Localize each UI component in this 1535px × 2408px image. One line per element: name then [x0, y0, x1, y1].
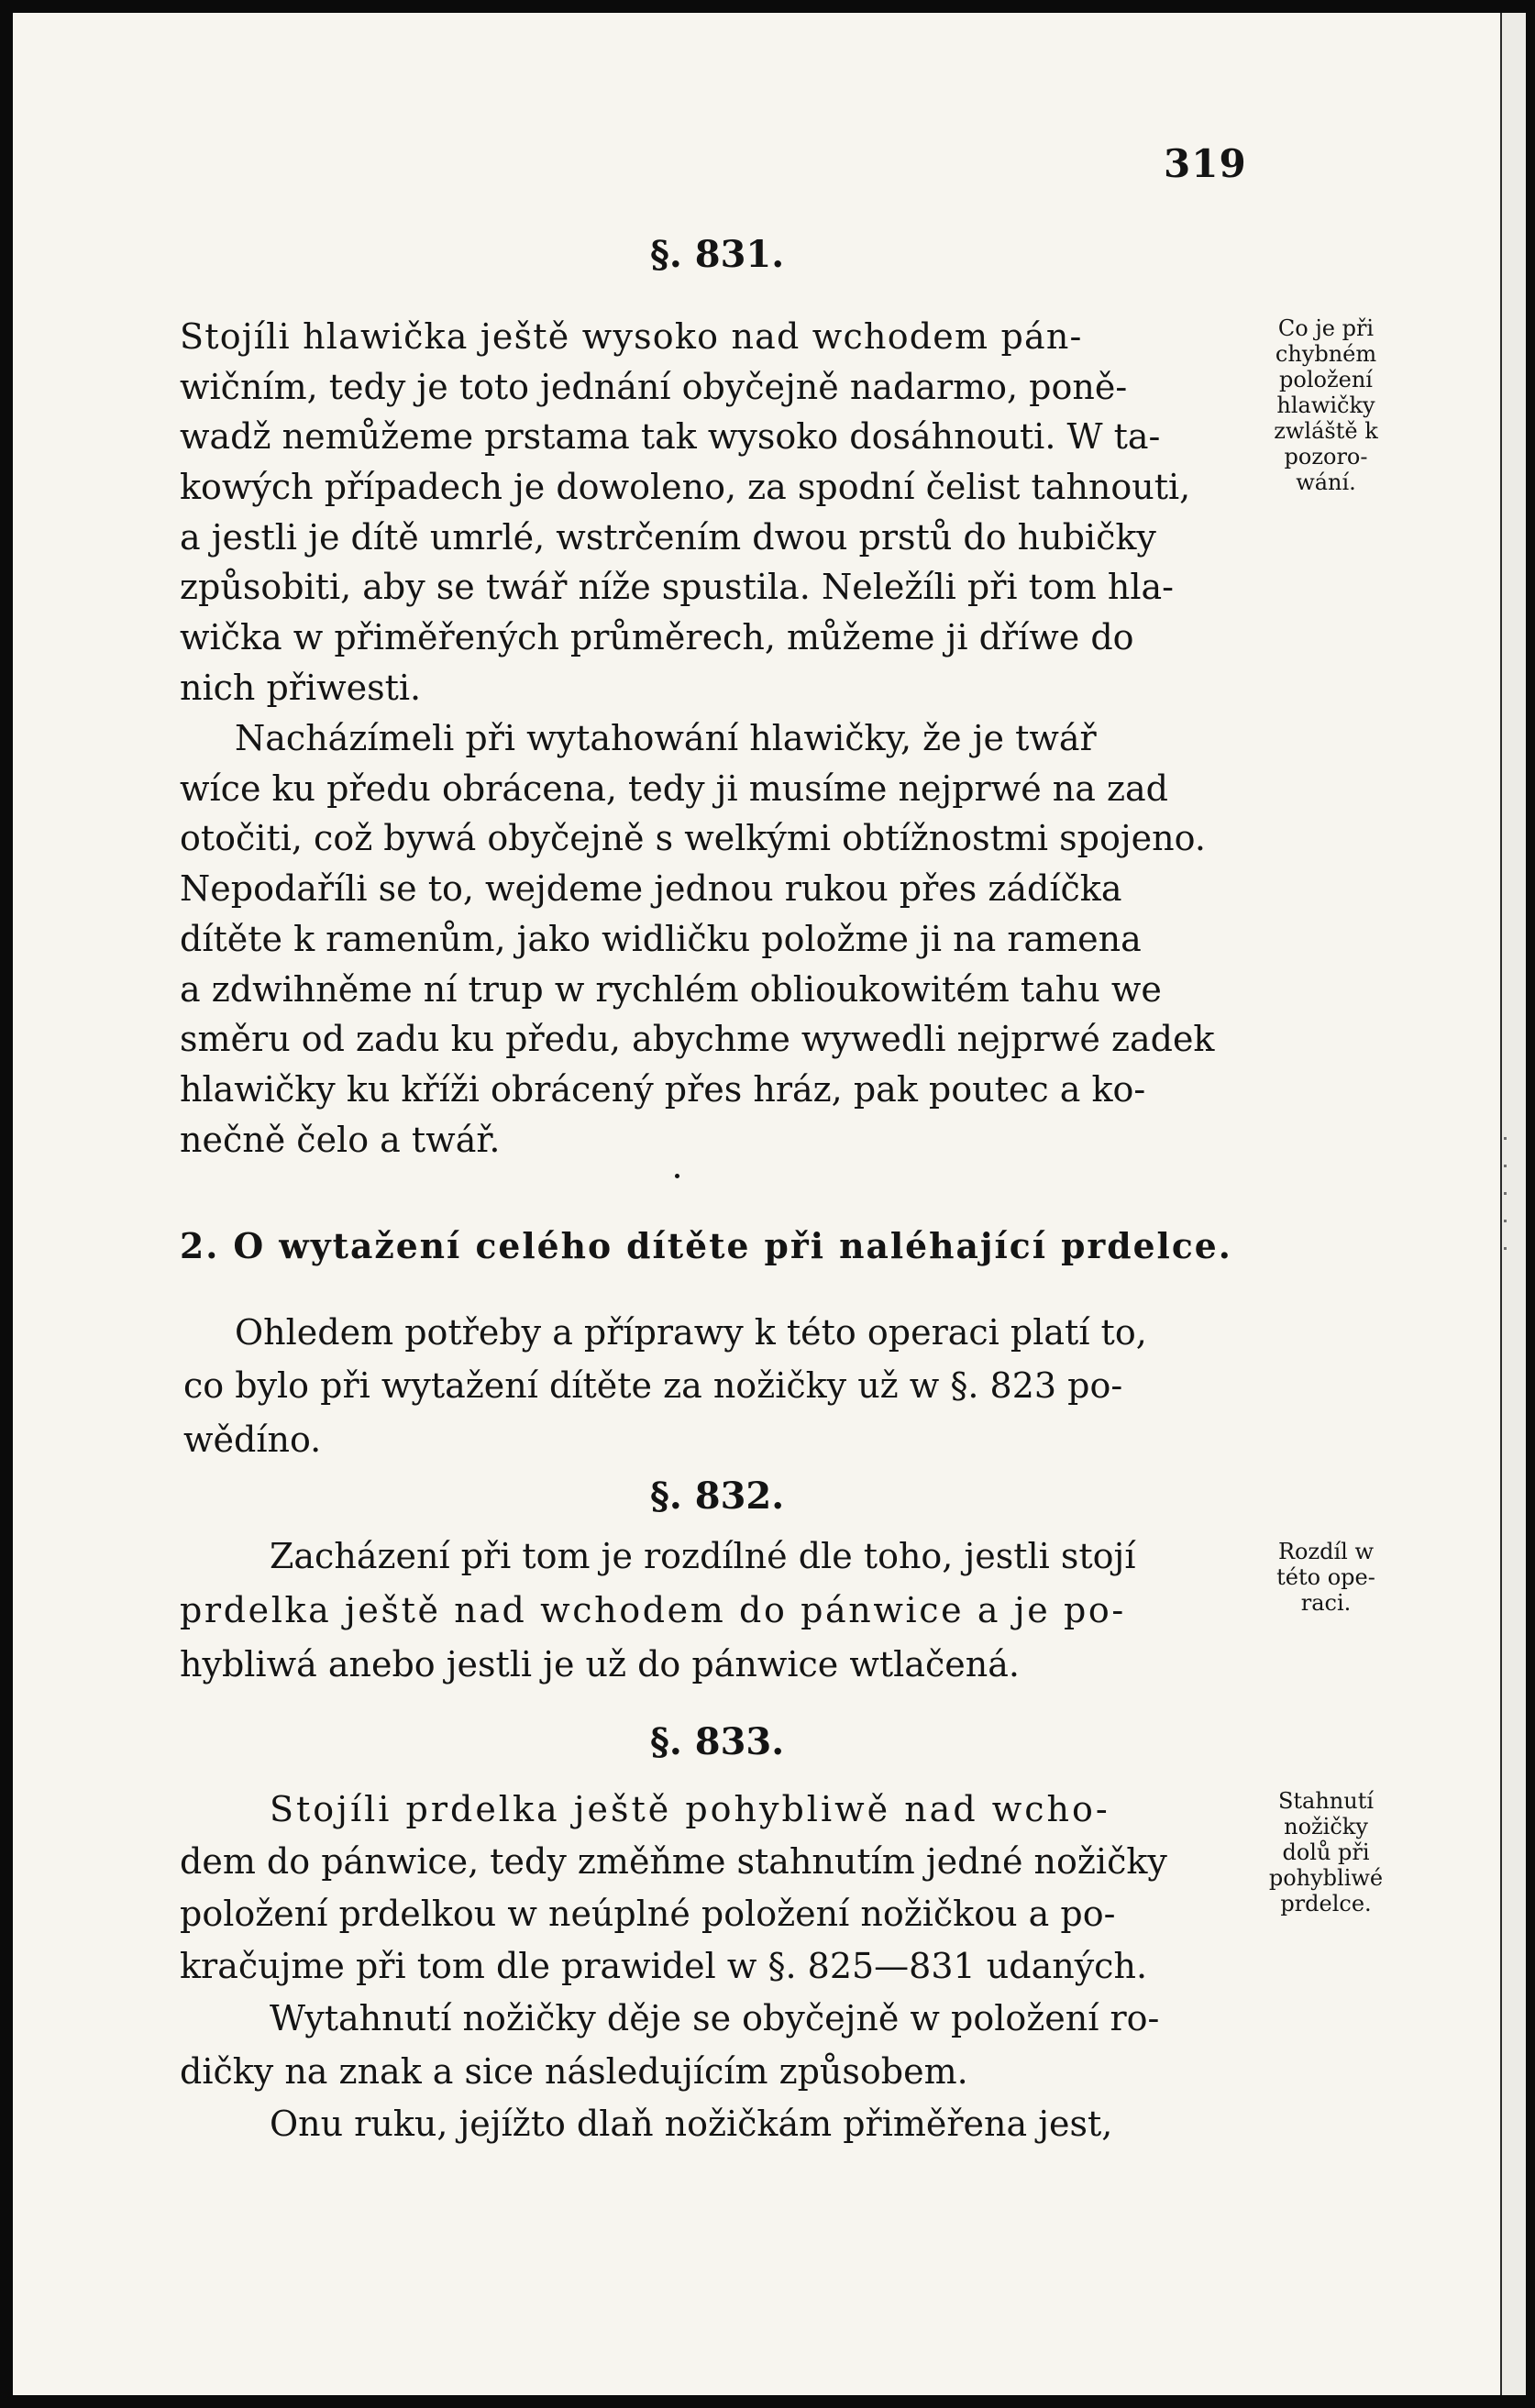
text-line: wičním, tedy je toto jednání obyčejně nadarmo, poně- — [180, 367, 1128, 407]
text-line: Nacházímeli při wytahowání hlawičky, že je twář — [235, 718, 1097, 758]
section-heading-831: §. 831. — [650, 233, 785, 276]
page-edge — [1500, 13, 1526, 2395]
text-line: wědíno. — [183, 1419, 322, 1460]
section-heading-2: 2. O wytažení celého dítěte při naléhající prdelce. — [180, 1225, 1232, 1266]
note-line: Rozdíl w — [1277, 1539, 1375, 1564]
text-line: kračujme při tom dle prawidel w §. 825—831 udaných. — [180, 1946, 1148, 1986]
text-line: Stojíli prdelka ještě pohybliwě nad wcho- — [270, 1789, 1110, 1829]
text-line: hybliwá anebo jestli je už do pánwice wtlačená. — [180, 1644, 1020, 1684]
note-line: nožičky — [1284, 1814, 1368, 1839]
text-line: wadž nemůžeme prstama tak wysoko dosáhnouti. W ta- — [180, 416, 1161, 457]
edge-dot — [1504, 1247, 1507, 1250]
text-line: hlawičky ku kříži obrácený přes hráz, pak poutec a ko- — [180, 1069, 1146, 1110]
text-line: Zacházení při tom je rozdílné dle toho, jestli stojí — [270, 1536, 1136, 1576]
edge-dot — [1504, 1137, 1507, 1140]
text-line: a zdwihněme ní trup w rychlém oblioukowitém tahu we — [180, 969, 1162, 1010]
text-line: wíce ku předu obrácena, tedy ji musíme nejprwé na zad — [180, 768, 1168, 809]
text-line: Nepodaříli se to, wejdeme jednou rukou přes zádíčka — [180, 868, 1122, 909]
text-line: Onu ruku, jejížto dlaň nožičkám přiměřena jest, — [270, 2104, 1113, 2144]
text-line: dičky na znak a sice následujícím způsobem. — [180, 2051, 968, 2092]
text-line: nečně čelo a twář. — [180, 1120, 501, 1160]
note-line: raci. — [1300, 1590, 1352, 1616]
text-line: dítěte k ramenům, jako widličku položme ji na ramena — [180, 919, 1142, 959]
edge-dot — [1504, 1220, 1507, 1222]
text-line: a jestli je dítě umrlé, wstrčením dwou prstů do hubičky — [180, 517, 1156, 558]
note-line: položení — [1279, 367, 1373, 392]
note-line: Stahnutí — [1277, 1788, 1375, 1814]
note-line: wání. — [1296, 469, 1356, 495]
book-page — [13, 13, 1500, 2395]
margin-note-stahnuti — [1253, 1788, 1399, 1916]
note-line: hlawičky — [1276, 392, 1375, 418]
text-line: co bylo při wytažení dítěte za nožičky už w §. 823 po- — [183, 1365, 1123, 1406]
text-line: Ohledem potřeby a příprawy k této operaci platí to, — [235, 1312, 1147, 1353]
text-line: dem do pánwice, tedy změňme stahnutím jedné nožičky — [180, 1841, 1167, 1882]
page-number: 319 — [1164, 141, 1247, 186]
text-line: prdelka ještě nad wchodem do pánwice a je po- — [180, 1590, 1126, 1630]
text-line: wička w přiměřených průměrech, můžeme ji dříwe do — [180, 617, 1134, 657]
text-line: způsobiti, aby se twář níže spustila. Neležíli při tom hla- — [180, 567, 1175, 607]
note-line: prdelce. — [1280, 1891, 1372, 1916]
note-line: pozoro- — [1284, 444, 1368, 469]
note-line: pohybliwé — [1268, 1865, 1384, 1891]
note-line: zwláště k — [1274, 418, 1378, 444]
section-heading-832: §. 832. — [650, 1475, 785, 1518]
note-line: této ope- — [1276, 1564, 1375, 1590]
note-line: chybném — [1275, 341, 1377, 367]
text-line: Stojíli hlawička ještě wysoko nad wchodem pán- — [180, 316, 1083, 357]
edge-dot — [1504, 1192, 1507, 1195]
edge-dot — [1504, 1165, 1507, 1167]
note-line: Co je při — [1277, 315, 1375, 341]
text-line: kowých případech je dowoleno, za spodní čelist tahnouti, — [180, 467, 1191, 507]
text-line: nich přiwesti. — [180, 668, 422, 708]
section-heading-833: §. 833. — [650, 1720, 785, 1763]
margin-note-rozdil — [1253, 1539, 1399, 1616]
text-line: Wytahnutí nožičky děje se obyčejně w položení ro- — [270, 1998, 1160, 2038]
ink-mark — [675, 1174, 679, 1178]
text-line: položení prdelkou w neúplné položení nožičkou a po- — [180, 1894, 1116, 1934]
margin-note-chybne-polozeni — [1253, 315, 1399, 495]
text-line: otočiti, což bywá obyčejně s welkými obtížnostmi spojeno. — [180, 818, 1206, 858]
note-line: dolů při — [1282, 1839, 1370, 1865]
text-line: směru od zadu ku předu, abychme wywedli nejprwé zadek — [180, 1019, 1215, 1059]
